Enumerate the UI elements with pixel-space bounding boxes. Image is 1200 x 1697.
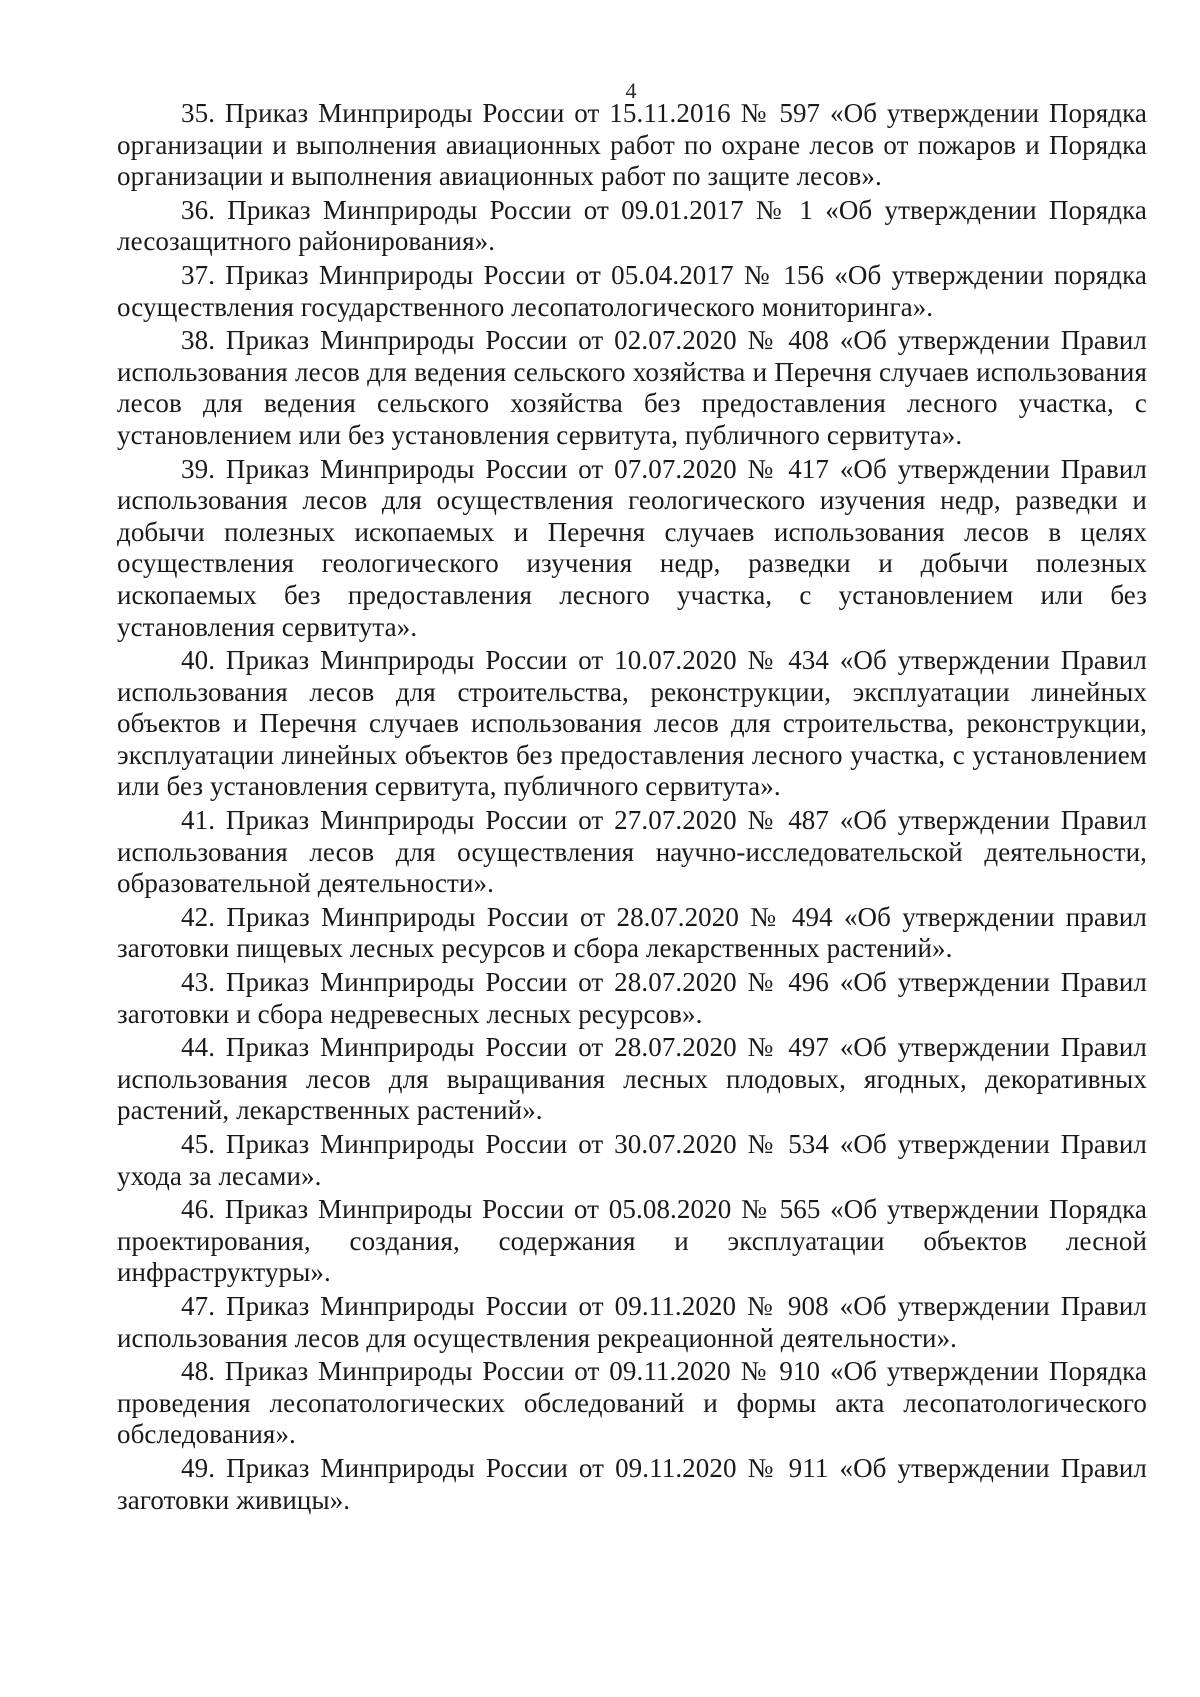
list-item: 47. Приказ Минприроды России от 09.11.2020 № 908 «Об утверждении Правил использования лесов для осуществления рекреационной деятельности».: [117, 1290, 1147, 1353]
list-item: 37. Приказ Минприроды России от 05.04.2017 № 156 «Об утверждении порядка осуществления государственного лесопатологического мониторинга».: [117, 259, 1147, 322]
list-item: 40. Приказ Минприроды России от 10.07.2020 № 434 «Об утверждении Правил использования лесов для строительства, реконструкции, эксплуатации линейных объектов и Перечня случаев использования лесов для строительства, реконструкции, эксплуатации линейных объектов без предоставления лесного участка, с установлением или без установления сервитута, публичного сервитута».: [117, 645, 1147, 802]
list-item: 48. Приказ Минприроды России от 09.11.2020 № 910 «Об утверждении Порядка проведения лесопатологических обследований и формы акта лесопатологического обследования».: [117, 1356, 1147, 1450]
page-number: 4: [625, 78, 637, 103]
list-item: 35. Приказ Минприроды России от 15.11.2016 № 597 «Об утверждении Порядка организации и выполнения авиационных работ по охране лесов от пожаров и Порядка организации и выполнения авиационных работ по защите лесов».: [117, 98, 1147, 192]
list-item: 36. Приказ Минприроды России от 09.01.2017 № 1 «Об утверждении Порядка лесозащитного районирования».: [117, 194, 1147, 257]
list-item: 45. Приказ Минприроды России от 30.07.2020 № 534 «Об утверждении Правил ухода за лесами».: [117, 1129, 1147, 1191]
list-item: 43. Приказ Минприроды России от 28.07.2020 № 496 «Об утверждении Правил заготовки и сбора недревесных лесных ресурсов».: [117, 967, 1147, 1029]
list-item: 49. Приказ Минприроды России от 09.11.2020 № 911 «Об утверждении Правил заготовки живицы».: [117, 1452, 1147, 1515]
list-item: 46. Приказ Минприроды России от 05.08.2020 № 565 «Об утверждении Порядка проектирования, создания, содержания и эксплуатации объектов лесной инфраструктуры».: [117, 1194, 1147, 1288]
document-body: [117, 98, 1147, 1518]
list-item: 39. Приказ Минприроды России от 07.07.2020 № 417 «Об утверждении Правил использования лесов для осуществления геологического изучения недр, разведки и добычи полезных ископаемых и Перечня случаев использования лесов в целях осуществления геологического изучения недр, разведки и добычи полезных ископаемых без предоставления лесного участка, с установлением или без установления сервитута».: [117, 453, 1147, 642]
list-item: 42. Приказ Минприроды России от 28.07.2020 № 494 «Об утверждении правил заготовки пищевых лесных ресурсов и сбора лекарственных растений».: [117, 901, 1147, 964]
list-item: 41. Приказ Минприроды России от 27.07.2020 № 487 «Об утверждении Правил использования лесов для осуществления научно-исследовательской деятельности, образовательной деятельности».: [117, 805, 1147, 899]
list-item: 38. Приказ Минприроды России от 02.07.2020 № 408 «Об утверждении Правил использования лесов для ведения сельского хозяйства и Перечня случаев использования лесов для ведения сельского хозяйства без предоставления лесного участка, с установлением или без установления сервитута, публичного сервитута».: [117, 325, 1147, 450]
list-item: 44. Приказ Минприроды России от 28.07.2020 № 497 «Об утверждении Правил использования лесов для выращивания лесных плодовых, ягодных, декоративных растений, лекарственных растений».: [117, 1032, 1147, 1126]
